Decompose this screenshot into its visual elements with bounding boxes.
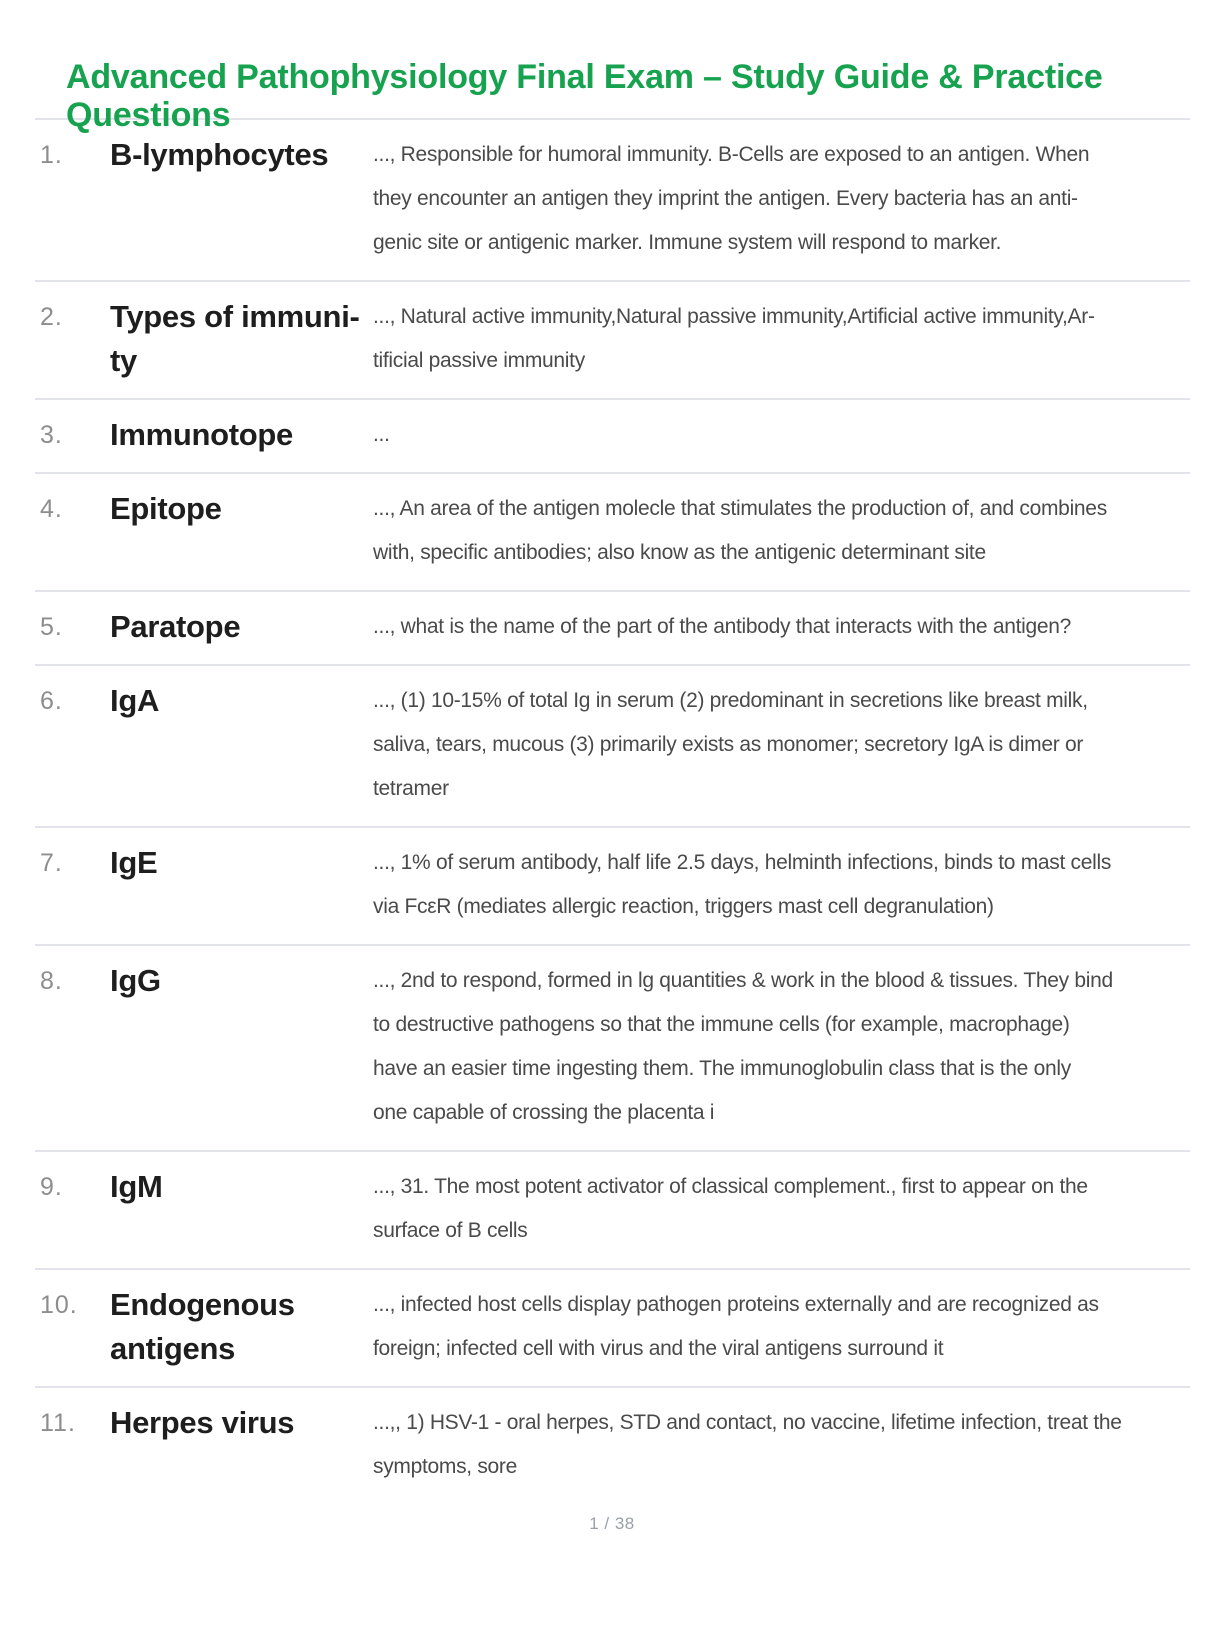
item-definition: ..., 2nd to respond, formed in lg quantities & work in the blood & tissues. They bind to destructive pathogens so that the immune cells (for example, macrophage) have an easier time ingesting them. The immunoglobulin class that is the only one capable of crossing the placenta i <box>373 969 1113 1124</box>
study-item-row <box>35 1386 1190 1504</box>
item-term: Endogenous antigens <box>110 1287 295 1366</box>
item-definition: ..., infected host cells display pathogen proteins externally and are recognized as foreign; infected cell with virus and the viral antigens surround it <box>373 1293 1099 1360</box>
item-number: 8. <box>40 967 63 995</box>
item-number: 5. <box>40 613 63 641</box>
item-number: 9. <box>40 1173 63 1201</box>
item-number: 7. <box>40 849 63 877</box>
page-title-line-1: Advanced Pathophysiology Final Exam – Study Guide & Practice <box>66 58 1103 96</box>
study-item-row <box>35 944 1190 1150</box>
item-definition: ..., what is the name of the part of the antibody that interacts with the antigen? <box>373 615 1072 638</box>
item-term: IgG <box>110 963 161 998</box>
item-number: 4. <box>40 495 63 523</box>
page-title-line-2: Questions <box>66 96 231 134</box>
study-item-row <box>35 1268 1190 1386</box>
study-item-row <box>35 398 1190 472</box>
item-definition: ..., 1% of serum antibody, half life 2.5 days, helminth infections, binds to mast cells via FcεR (mediates allergic reaction, triggers mast cell degranulation) <box>373 851 1112 918</box>
item-definition: ..., 31. The most potent activator of classical complement., first to appear on the surface of B cells <box>373 1175 1088 1242</box>
item-term: IgM <box>110 1169 163 1204</box>
item-definition: ...,, 1) HSV-1 - oral herpes, STD and contact, no vaccine, lifetime infection, treat the symptoms, sore <box>373 1411 1122 1478</box>
item-number: 6. <box>40 687 63 715</box>
item-definition: ... <box>373 423 390 446</box>
page-number: 1 / 38 <box>589 1514 635 1533</box>
study-item-row <box>35 280 1190 398</box>
item-number: 10. <box>40 1291 78 1319</box>
item-definition: ..., Responsible for humoral immunity. B-Cells are exposed to an antigen. When they encounter an antigen they imprint the antigen. Every bacteria has an anti- genic site or antigenic marker. Immune system will respond to marker. <box>373 143 1090 254</box>
item-definition: ..., (1) 10-15% of total Ig in serum (2) predominant in secretions like breast milk, saliva, tears, mucous (3) primarily exists as monomer; secretory IgA is dimer or tetramer <box>373 689 1088 800</box>
item-definition: ..., An area of the antigen molecle that stimulates the production of, and combines with, specific antibodies; also know as the antigenic determinant site <box>373 497 1107 564</box>
study-item-row <box>35 1150 1190 1268</box>
item-term: Epitope <box>110 491 222 526</box>
page-title <box>66 58 1184 134</box>
item-number: 11. <box>40 1409 76 1437</box>
item-term: B-lymphocytes <box>110 137 329 172</box>
study-item-row <box>35 664 1190 826</box>
item-term: Types of immuni- ty <box>110 299 360 378</box>
item-term: Herpes virus <box>110 1405 295 1440</box>
study-item-row <box>35 826 1190 944</box>
item-term: Paratope <box>110 609 241 644</box>
item-number: 3. <box>40 421 63 449</box>
study-item-row <box>35 472 1190 590</box>
item-number: 1. <box>40 141 63 169</box>
item-definition: ..., Natural active immunity,Natural passive immunity,Artificial active immunity,Ar- tificial passive immunity <box>373 305 1095 372</box>
study-table <box>35 118 1190 1504</box>
study-item-row <box>35 118 1190 280</box>
item-term: IgE <box>110 845 158 880</box>
item-number: 2. <box>40 303 63 331</box>
item-term: Immunotope <box>110 417 293 452</box>
study-item-row <box>35 590 1190 664</box>
item-term: IgA <box>110 683 160 718</box>
